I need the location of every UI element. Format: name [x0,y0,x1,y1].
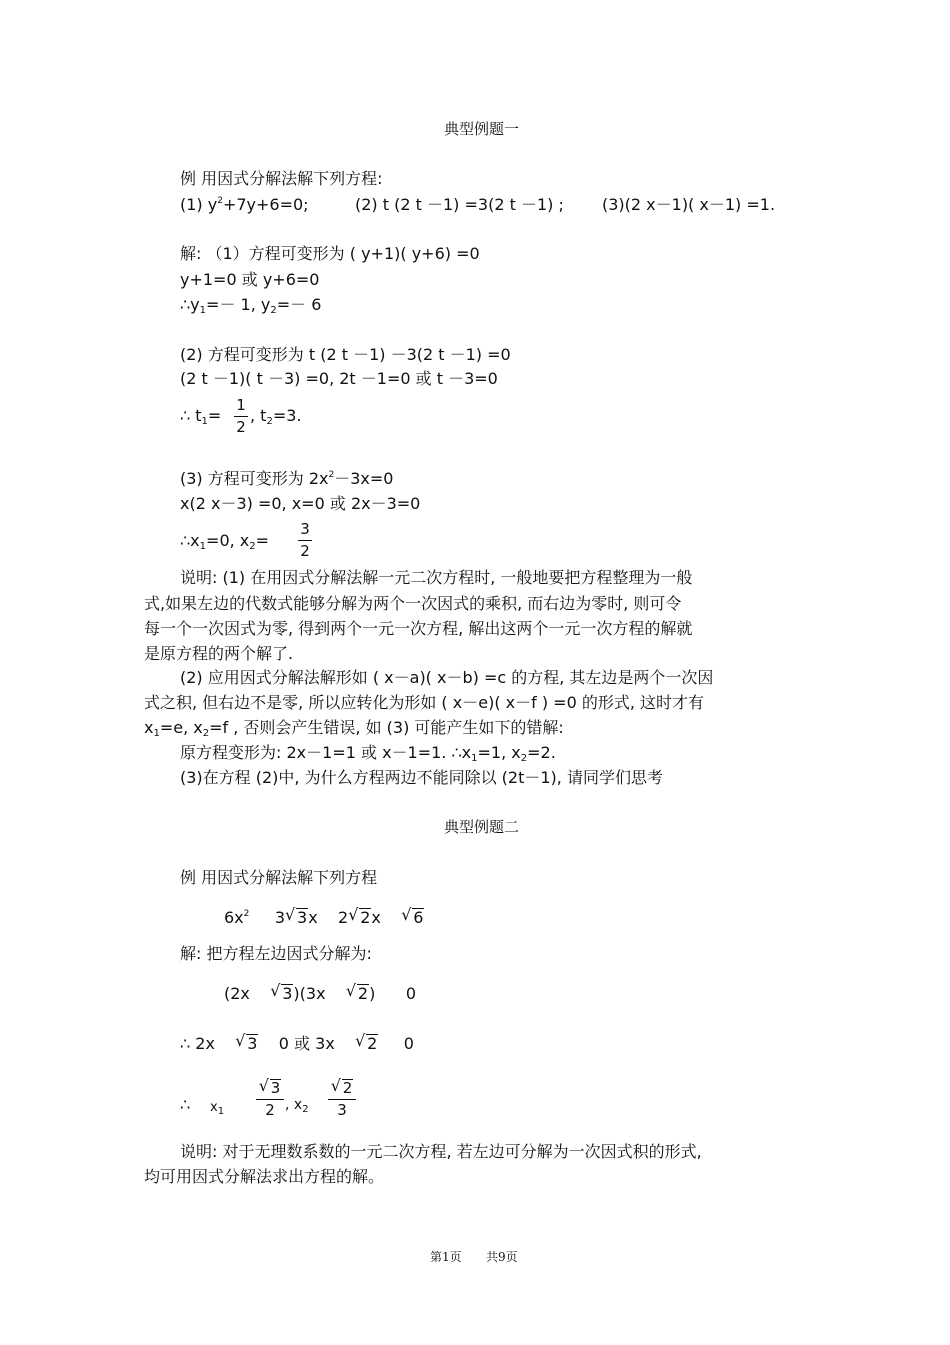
example-2-therefore: ∴ [180,1095,191,1114]
example-2-zero-factors: ∴ 2x √ 3 0 或 3x √ 2 0 [180,1034,414,1052]
example-2-note-line-1: 说明: 对于无理数系数的一元二次方程, 若左边可分解为一次因式积的形式, [180,1142,702,1161]
note-1-line-4: 是原方程的两个解了. [144,644,294,663]
note-1-line-2: 式,如果左边的代数式能够分解为两个一次因式的乘积, 而右边为零时, 则可令 [144,594,682,613]
solution-3-line-2: x(2 x－3) =0, x=0 或 2x－3=0 [180,494,421,513]
solution-1-head: 解: （1）方程可变形为 ( y+1)( y+6) =0 [180,244,480,263]
note-1-line-3: 每一个一次因式为零, 得到两个一元一次方程, 解出这两个一元一次方程的解就 [144,619,693,638]
example-2-solution-head: 解: 把方程左边因式分解为: [180,944,372,963]
note-2-line-2: 式之积, 但右边不是零, 所以应转化为形如 ( x－e)( x－f ) =0 的形式, 这时才有 [144,693,705,712]
fraction-one-half: 1 2 [234,398,248,435]
note-1-line-1: 说明: (1) 在用因式分解法解一元二次方程时, 一般地要把方程整理为一般 [180,568,693,587]
solution-3-head: (3) 方程可变形为 $2x^2-3x=0$ [180,469,394,488]
solution-2-head: (2) 方程可变形为 t (2 t －1) －3(2 t －1) =0 [180,345,511,364]
example-1-equation-3: (3)(2 x－1)( x－1) =1. [602,195,776,214]
solution-1-line-2: y+1=0 或 y+6=0 [180,270,320,289]
example-2-prompt: 例 用因式分解法解下列方程 [180,868,378,887]
section-title-2: 典型例题二 [444,818,520,836]
example-2-x1: $x_1$ [210,1100,225,1117]
fraction-three-halves: 3 2 [298,522,312,559]
solution-2-line-2: (2 t －1)( t －3) =0, 2t －1=0 或 t －3=0 [180,369,498,388]
example-1-equation-2: (2) t (2 t －1) =3(2 t －1) ; [355,195,564,214]
fraction-root3-over-2: √ 3 2 [256,1079,284,1118]
page-total: 共9页 [486,1250,518,1264]
example-2-x2: , $x_2$ [285,1097,309,1115]
solution-3-result: ∴x1=0, x2= [180,531,270,552]
solution-1-result: ∴y1=－ 1, y2=－ 6 [180,295,322,316]
example-2-equation: $6x^2$ 3√ 3x 2√ 2x √ 6 [224,908,424,926]
example-1-equation-1: (1) $y^2+7y+6=0$; [180,195,309,214]
section-title-1: 典型例题一 [444,120,520,138]
solution-2-result-t2: , t2=3. [250,406,302,427]
page-number: 第1页 [430,1250,462,1264]
example-2-note-line-2: 均可用因式分解法求出方程的解。 [144,1167,385,1186]
example-1-prompt: 例 用因式分解法解下列方程: [180,169,383,188]
fraction-root2-over-3: √ 2 3 [328,1079,356,1118]
example-2-factorization: (2x √ 3)(3x √ 2) 0 [224,984,416,1002]
note-2-line-1: (2) 应用因式分解法解形如 ( x－a)( x－b) =c 的方程, 其左边是两个一次因 [180,668,714,687]
note-2-line-3: x1=e, x2=f , 否则会产生错误, 如 (3) 可能产生如下的错解: [144,718,564,739]
solution-2-result: ∴ t1= [180,406,222,427]
note-3: (3)在方程 (2)中, 为什么方程两边不能同除以 (2t－1), 请同学们思考 [180,768,663,787]
note-2-line-4: 原方程变形为: 2x－1=1 或 x－1=1. ∴x1=1, x2=2. [180,743,556,764]
